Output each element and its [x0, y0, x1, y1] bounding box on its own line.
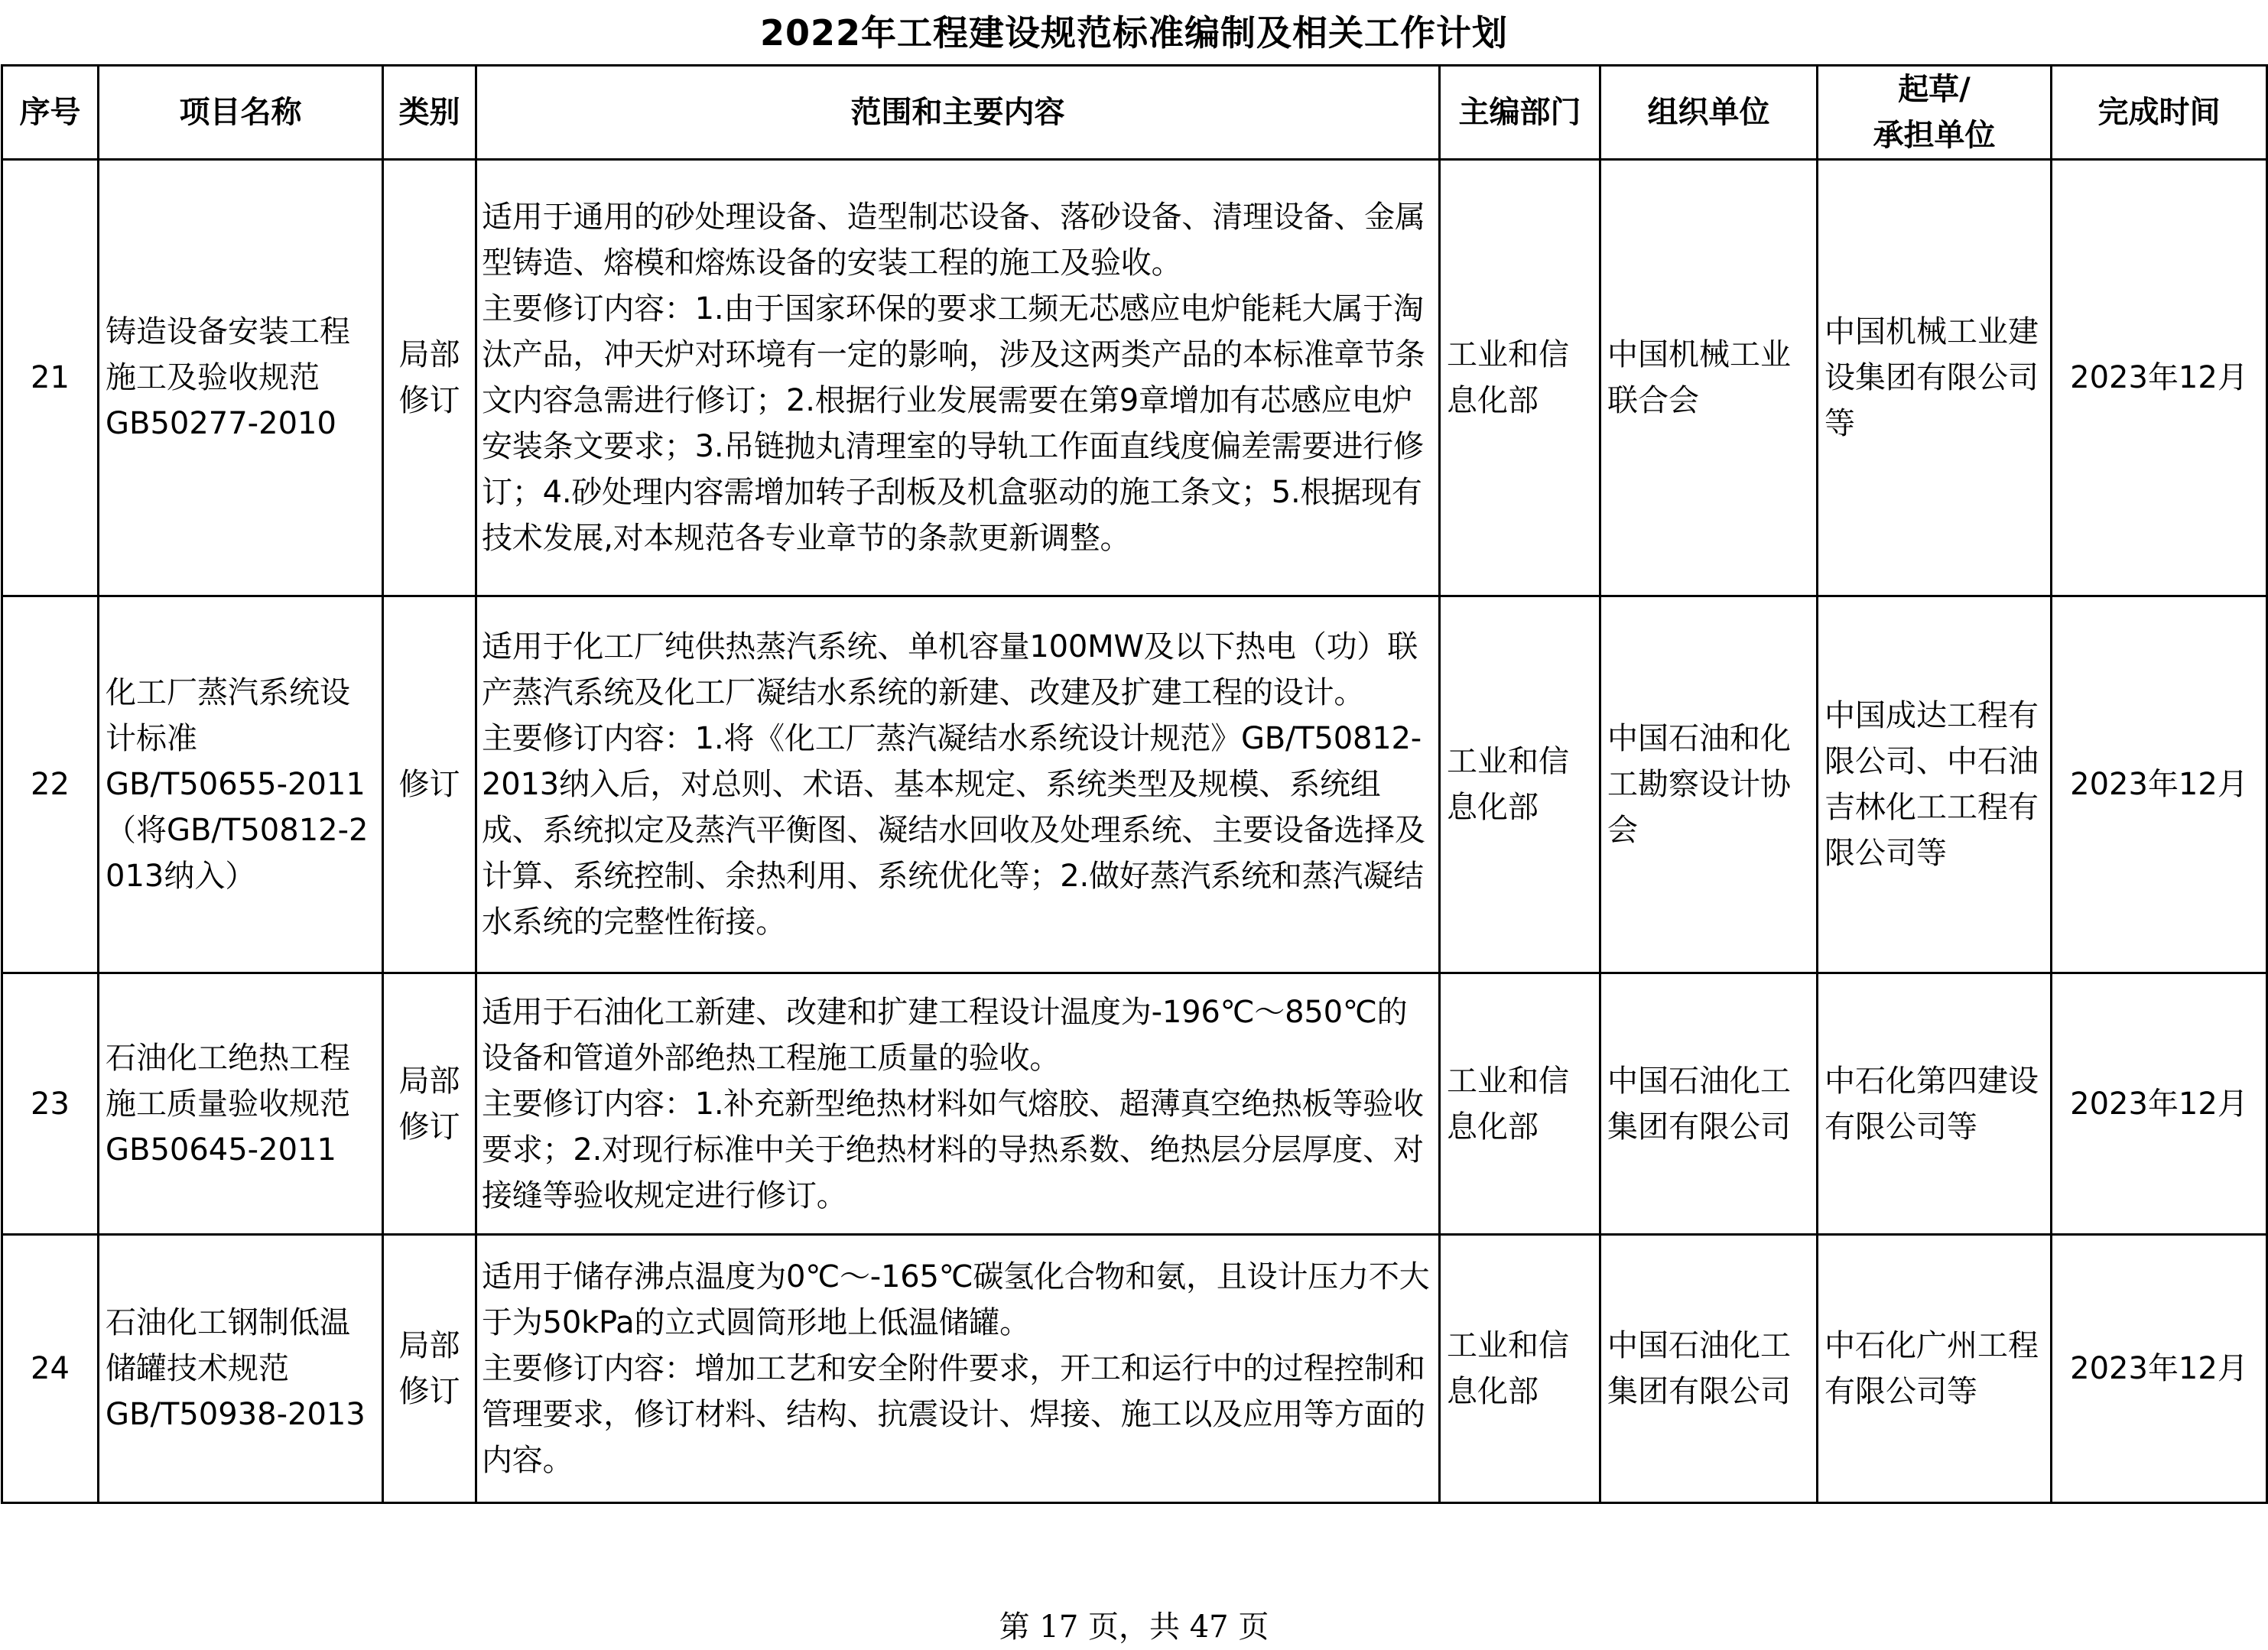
cell-org: 中国石油化工集团有限公司	[1600, 973, 1818, 1235]
table-header-row	[2, 66, 2267, 160]
cell-scope	[476, 596, 1440, 973]
scope-paragraph: 主要修订内容：增加工艺和安全附件要求，开工和运行中的过程控制和管理要求，修订材料、结构、抗震设计、焊接、施工以及应用等方面的内容。	[482, 1351, 1425, 1478]
scope-paragraph: 适用于石油化工新建、改建和扩建工程设计温度为-196℃～850℃的设备和管道外部绝热工程施工质量的验收。	[482, 994, 1408, 1076]
name-line: GB/T50938-2013	[106, 1397, 366, 1432]
cell-org: 中国石油和化工勘察设计协会	[1600, 596, 1818, 973]
cell-type	[383, 596, 476, 973]
cell-name	[99, 1235, 383, 1503]
cell-deadline: 2023年12月	[2052, 160, 2267, 596]
cell-scope	[476, 973, 1440, 1235]
cell-org: 中国机械工业联合会	[1600, 160, 1818, 596]
name-line: 储罐技术规范	[106, 1351, 289, 1386]
cell-drafter: 中国机械工业建设集团有限公司等	[1818, 160, 2052, 596]
name-line: 石油化工绝热工程	[106, 1040, 350, 1076]
name-line: 化工厂蒸汽系统设计标准	[106, 675, 350, 756]
type-line: 修订	[398, 383, 460, 418]
scope-paragraph: 适用于储存沸点温度为0℃～-165℃碳氢化合物和氨，且设计压力不大于为50kPa的立式圆筒形地上低温储罐。	[482, 1259, 1430, 1340]
header-drafter	[1818, 66, 2052, 160]
cell-deadline: 2023年12月	[2052, 1235, 2267, 1503]
table-row	[2, 160, 2267, 596]
cell-name	[99, 596, 383, 973]
cell-dept: 工业和信息化部	[1440, 160, 1600, 596]
name-line: （将GB/T50812-2013纳入）	[106, 813, 369, 894]
cell-name	[99, 160, 383, 596]
cell-drafter: 中国成达工程有限公司、中石油吉林化工工程有限公司等	[1818, 596, 2052, 973]
header-scope: 范围和主要内容	[476, 66, 1440, 160]
cell-deadline: 2023年12月	[2052, 973, 2267, 1235]
cell-deadline: 2023年12月	[2052, 596, 2267, 973]
name-line: 施工及验收规范	[106, 360, 320, 395]
scope-paragraph: 适用于通用的砂处理设备、造型制芯设备、落砂设备、清理设备、金属型铸造、熔模和熔炼设备的安装工程的施工及验收。	[482, 200, 1425, 281]
header-drafter-line2: 承担单位	[1873, 118, 1996, 153]
cell-dept: 工业和信息化部	[1440, 1235, 1600, 1503]
header-name: 项目名称	[99, 66, 383, 160]
cell-type	[383, 973, 476, 1235]
cell-org: 中国石油化工集团有限公司	[1600, 1235, 1818, 1503]
cell-scope	[476, 1235, 1440, 1503]
header-seq: 序号	[2, 66, 99, 160]
scope-paragraph: 主要修订内容：1.将《化工厂蒸汽凝结水系统设计规范》GB/T50812-2013纳入后，对总则、术语、基本规定、系统类型及规模、系统组成、系统拟定及蒸汽平衡图、凝结水回收及处理系统、主要设备选择及计算、系统控制、余热利用、系统优化等；2.做好蒸汽系统和蒸汽凝结水系统的完整性衔接。	[482, 721, 1425, 940]
header-type: 类别	[383, 66, 476, 160]
cell-type	[383, 1235, 476, 1503]
page-footer: 第 17 页，共 47 页	[999, 1609, 1269, 1645]
cell-seq: 21	[2, 160, 99, 596]
page-title: 2022年工程建设规范标准编制及相关工作计划	[759, 12, 1509, 54]
type-line: 局部	[398, 337, 460, 372]
type-line: 局部	[398, 1328, 460, 1363]
name-line: GB50645-2011	[106, 1132, 336, 1168]
name-line: 石油化工钢制低温	[106, 1305, 350, 1340]
cell-dept: 工业和信息化部	[1440, 596, 1600, 973]
scope-paragraph: 主要修订内容：1.补充新型绝热材料如气熔胶、超薄真空绝热板等验收要求；2.对现行标准中关于绝热材料的导热系数、绝热层分层厚度、对接缝等验收规定进行修订。	[482, 1086, 1424, 1213]
work-plan-table	[1, 64, 2268, 1504]
scope-paragraph: 主要修订内容：1.由于国家环保的要求工频无芯感应电炉能耗大属于淘汰产品，冲天炉对环境有一定的影响，涉及这两类产品的本标准章节条文内容急需进行修订；2.根据行业发展需要在第9章增加有芯感应电炉安装条文要求；3.吊链抛丸清理室的导轨工作面直线度偏差需要进行修订；4.砂处理内容需增加转子刮板及机盒驱动的施工条文；5.根据现有技术发展,对本规范各专业章节的条款更新调整。	[482, 291, 1425, 556]
scope-paragraph: 适用于化工厂纯供热蒸汽系统、单机容量100MW及以下热电（功）联产蒸汽系统及化工厂凝结水系统的新建、改建及扩建工程的设计。	[482, 629, 1418, 710]
cell-name	[99, 973, 383, 1235]
header-dept: 主编部门	[1440, 66, 1600, 160]
cell-scope	[476, 160, 1440, 596]
cell-seq: 22	[2, 596, 99, 973]
type-line: 修订	[398, 1109, 460, 1145]
table-row	[2, 973, 2267, 1235]
type-line: 局部	[398, 1063, 460, 1099]
type-line: 修订	[398, 767, 460, 802]
name-line: 施工质量验收规范	[106, 1086, 350, 1122]
name-line: GB50277-2010	[106, 406, 336, 441]
header-org: 组织单位	[1600, 66, 1818, 160]
cell-drafter: 中石化广州工程有限公司等	[1818, 1235, 2052, 1503]
header-deadline: 完成时间	[2052, 66, 2267, 160]
cell-seq: 23	[2, 973, 99, 1235]
type-line: 修订	[398, 1374, 460, 1409]
cell-seq: 24	[2, 1235, 99, 1503]
cell-dept: 工业和信息化部	[1440, 973, 1600, 1235]
table-row	[2, 1235, 2267, 1503]
name-line: 铸造设备安装工程	[106, 314, 350, 349]
cell-type	[383, 160, 476, 596]
cell-drafter: 中石化第四建设有限公司等	[1818, 973, 2052, 1235]
header-drafter-line1: 起草/	[1898, 72, 1971, 107]
table-row	[2, 596, 2267, 973]
name-line: GB/T50655-2011	[106, 767, 366, 802]
